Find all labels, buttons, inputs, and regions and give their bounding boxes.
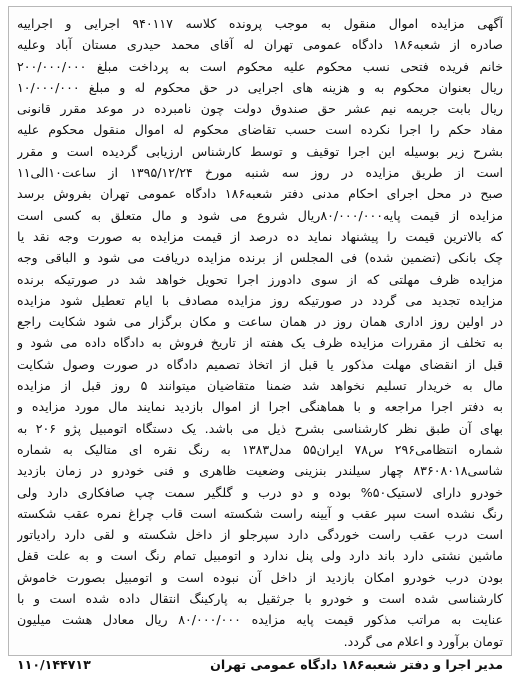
notice-line: مزایده تجدید می گردد در صورتیکه روز مزایده مصادف با ایام تعطیل شود مزایده (17, 292, 503, 308)
notice-line: رنگ نشده است سپر عقب و آیینه راست شکسته است قاب چراغ نمره عقب شکسته (17, 505, 503, 521)
notice-footer (17, 654, 503, 676)
notice-body (17, 13, 503, 652)
notice-line: مزایده از قیمت پایه۸۰/۰۰۰/۰۰۰ریال شروع می شود و مال متعلق به کسی است (17, 207, 503, 223)
auction-notice (8, 6, 512, 672)
notice-line: تومان برآورد و اعلام می گردد. (343, 633, 503, 649)
notice-line: آگهی مزایده اموال منقول به موجب پرونده کلاسه ۹۴۰۱۱۷ اجرایی و اجراییه (17, 16, 503, 31)
notice-line: به تخلف از مقررات مزایده ظرف یک هفته از تاریخ فروش به دادگاه داده می شود و (17, 335, 503, 351)
notice-line: شاسی۸۳۶۰۸۰۱۸ چهار سیلندر بنزینی وضعیت ظاهری و فنی خودرو در زمان بازدید (17, 463, 503, 479)
notice-line: کارشناسی شده است و خودرو با جرثقیل به پارکینگ انتقال داده شده است و با (17, 591, 503, 607)
notice-line: عنایت به مراتب مذکور قیمت پایه مزایده ۸۰/۰۰۰/۰۰۰ ریال معادل هشت میلیون (17, 612, 503, 628)
notice-line: بودن درب خودرو امکان بازدید از داخل آن نبوده است و اتومبیل بصورت خاموش (17, 569, 503, 585)
notice-line: مال به خریدار تسلیم نخواهد شد ضمنا متقاضیان میتوانند ۵ روز قبل از مزایده (17, 378, 503, 394)
notice-line: خودرو دارای لاستیک۵۰% بوده و دو درب و گلگیر سمت چپ صافکاری دارد ولی (17, 484, 503, 500)
notice-line: مزایده ظرف مهلتی که از سوی دادورز اجرا تحویل خواهد شد در صورتیکه برنده (17, 271, 503, 287)
reference-number: ۱۱۰/۱۴۴۷۱۳ (17, 656, 91, 672)
notice-line: صادره از شعبه۱۸۶ دادگاه عمومی تهران له آقای محمد حیدری مستان آباد وعلیه (17, 37, 503, 53)
notice-line: شماره انتظامی۲۹۶ س۷۸ ایران۵۵ مدل۱۳۸۳ به رنگ نقره ای متالیک به شماره (17, 441, 503, 457)
notice-line: بهای آن طبق نظر کارشناسی بشرح ذیل می باشد. یک دستگاه اتومبیل پژو ۲۰۶ به (17, 420, 503, 436)
notice-line: ماشین نشتی دارد باند دارد ولی پنل ندارد و اتومبیل تمام رنگ است و به علت قفل (17, 548, 503, 564)
notice-line: ریال بابت جریمه نیم عشر حق صندوق دولت چون نامبرده در موعد مقرر قانونی (17, 101, 503, 117)
notice-line: در اولین روز اداری همان روز در همان ساعت و مکان برگزار می شود شکایت راجع (17, 314, 503, 330)
notice-line: است درب عقب راست خوردگی دارد سپرجلو از داخل شکسته و لقی دارد رادیاتور (17, 527, 503, 543)
issuer-signature: مدیر اجرا و دفتر شعبه۱۸۶ دادگاه عمومی تهران (210, 656, 503, 672)
notice-line: صبح در محل اجرای احکام مدنی دفتر شعبه۱۸۶ دادگاه عمومی تهران بفروش برسد (17, 186, 503, 202)
notice-line: خانم فریده فتحی نسب محکوم علیه محکوم است به پرداخت مبلغ ۲۰۰/۰۰۰/۰۰۰ (17, 58, 503, 74)
notice-line: چک بانکی (تضمین شده) فی المجلس از برنده مزایده دریافت می شود و الباقی وجه (17, 250, 503, 266)
notice-line: بشرح زیر بوسیله این اجرا توقیف و توسط کارشناس ارزیابی گردیده است و مقرر (17, 143, 503, 159)
notice-line: است از طریق مزایده در روز سه شنبه مورخ ۱۳۹۵/۱۲/۲۴ از ساعت۱۰الی۱۱ (17, 165, 503, 181)
notice-line: که بالاترین قیمت را پیشنهاد نماید ده درصد از قیمت مزایده به صورت وجه نقد یا (17, 228, 503, 244)
notice-line: قبل از انقضای مهلت مذکور یا قبل از اتخاذ تصمیم دادگاه در صورت وصول شکایت (17, 356, 503, 372)
notice-line: به دفتر اجرا مراجعه و با هماهنگی اجرا از اموال بازدید نمایند مال مورد مزایده و (17, 399, 503, 415)
notice-line: ریال بعنوان محکوم به و هزینه های اجرایی در حق محکوم له و مبلغ ۱۰/۰۰۰/۰۰۰ (17, 79, 503, 95)
notice-line: مفاد حکم را اجرا نکرده است حسب تقاضای محکوم له اموال منقول محکوم علیه (17, 122, 503, 138)
